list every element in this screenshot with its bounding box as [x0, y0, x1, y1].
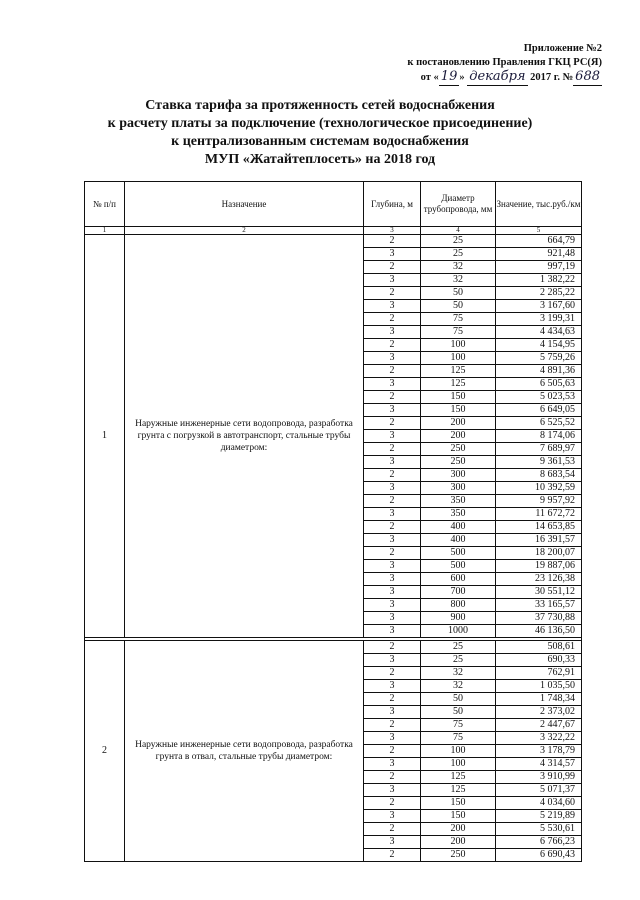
depth-cell: 3 [364, 430, 421, 443]
diameter-cell: 32 [421, 274, 496, 287]
column-number-row [85, 227, 582, 235]
value-cell: 1 748,34 [496, 693, 582, 706]
column-number: 1 [85, 227, 125, 235]
value-cell: 664,79 [496, 235, 582, 248]
value-cell: 4 034,60 [496, 797, 582, 810]
depth-cell: 2 [364, 391, 421, 404]
depth-cell: 2 [364, 417, 421, 430]
depth-cell: 3 [364, 625, 421, 638]
diameter-cell: 900 [421, 612, 496, 625]
value-cell: 3 910,99 [496, 771, 582, 784]
tariff-table [84, 181, 582, 862]
depth-cell: 3 [364, 599, 421, 612]
diameter-cell: 500 [421, 560, 496, 573]
header-num: № п/п [85, 182, 125, 227]
diameter-cell: 150 [421, 810, 496, 823]
diameter-cell: 500 [421, 547, 496, 560]
header-purpose: Назначение [125, 182, 364, 227]
diameter-cell: 50 [421, 693, 496, 706]
value-cell: 3 322,22 [496, 732, 582, 745]
diameter-cell: 150 [421, 797, 496, 810]
depth-cell: 3 [364, 784, 421, 797]
value-cell: 4 154,95 [496, 339, 582, 352]
appendix-title: Приложение №2 [523, 43, 602, 54]
depth-cell: 3 [364, 300, 421, 313]
value-cell: 6 766,23 [496, 836, 582, 849]
header-row [85, 182, 582, 227]
value-cell: 6 649,05 [496, 404, 582, 417]
depth-cell: 2 [364, 521, 421, 534]
diameter-cell: 150 [421, 404, 496, 417]
value-cell: 6 505,63 [496, 378, 582, 391]
title-line-2: к расчету платы за подключение (технологическое присоединение) [107, 116, 533, 131]
depth-cell: 3 [364, 508, 421, 521]
title-line-4: МУП «Жатайтеплосеть» на 2018 год [204, 152, 436, 167]
depth-cell: 2 [364, 771, 421, 784]
diameter-cell: 25 [421, 641, 496, 654]
depth-cell: 3 [364, 612, 421, 625]
value-cell: 8 683,54 [496, 469, 582, 482]
diameter-cell: 250 [421, 456, 496, 469]
value-cell: 8 174,06 [496, 430, 582, 443]
diameter-cell: 250 [421, 849, 496, 862]
depth-cell: 2 [364, 641, 421, 654]
value-cell: 5 071,37 [496, 784, 582, 797]
value-cell: 18 200,07 [496, 547, 582, 560]
diameter-cell: 125 [421, 365, 496, 378]
diameter-cell: 25 [421, 235, 496, 248]
value-cell: 16 391,57 [496, 534, 582, 547]
depth-cell: 2 [364, 235, 421, 248]
value-cell: 9 361,53 [496, 456, 582, 469]
value-cell: 2 285,22 [496, 287, 582, 300]
depth-cell: 3 [364, 274, 421, 287]
value-cell: 2 373,02 [496, 706, 582, 719]
value-cell: 5 759,26 [496, 352, 582, 365]
depth-cell: 3 [364, 654, 421, 667]
depth-cell: 2 [364, 547, 421, 560]
value-cell: 46 136,50 [496, 625, 582, 638]
value-cell: 997,19 [496, 261, 582, 274]
diameter-cell: 200 [421, 836, 496, 849]
date-year: 2017 г. № [530, 72, 574, 83]
table-group-1 [85, 235, 582, 638]
value-cell: 4 434,63 [496, 326, 582, 339]
column-number: 5 [496, 227, 582, 235]
title-line-1: Ставка тарифа за протяженность сетей водоснабжения [145, 98, 495, 113]
diameter-cell: 50 [421, 287, 496, 300]
value-cell: 4 314,57 [496, 758, 582, 771]
depth-cell: 2 [364, 339, 421, 352]
document-title [0, 97, 640, 169]
depth-cell: 3 [364, 706, 421, 719]
depth-cell: 3 [364, 404, 421, 417]
diameter-cell: 75 [421, 326, 496, 339]
diameter-cell: 350 [421, 495, 496, 508]
diameter-cell: 125 [421, 784, 496, 797]
value-cell: 6 690,43 [496, 849, 582, 862]
date-mid: » [459, 72, 465, 83]
diameter-cell: 50 [421, 300, 496, 313]
header-depth: Глубина, м [364, 182, 421, 227]
value-cell: 19 887,06 [496, 560, 582, 573]
value-cell: 37 730,88 [496, 612, 582, 625]
depth-cell: 2 [364, 469, 421, 482]
diameter-cell: 300 [421, 482, 496, 495]
diameter-cell: 50 [421, 706, 496, 719]
depth-cell: 2 [364, 495, 421, 508]
depth-cell: 3 [364, 758, 421, 771]
diameter-cell: 100 [421, 745, 496, 758]
depth-cell: 2 [364, 313, 421, 326]
value-cell: 7 689,97 [496, 443, 582, 456]
depth-cell: 2 [364, 365, 421, 378]
depth-cell: 3 [364, 573, 421, 586]
diameter-cell: 200 [421, 823, 496, 836]
value-cell: 11 672,72 [496, 508, 582, 521]
diameter-cell: 75 [421, 732, 496, 745]
depth-cell: 2 [364, 287, 421, 300]
value-cell: 33 165,57 [496, 599, 582, 612]
depth-cell: 3 [364, 732, 421, 745]
diameter-cell: 25 [421, 654, 496, 667]
value-cell: 1 382,22 [496, 274, 582, 287]
depth-cell: 3 [364, 680, 421, 693]
diameter-cell: 250 [421, 443, 496, 456]
diameter-cell: 75 [421, 313, 496, 326]
diameter-cell: 800 [421, 599, 496, 612]
table-row [85, 641, 582, 654]
depth-cell: 2 [364, 261, 421, 274]
date-day: 19 [440, 69, 458, 84]
value-cell: 14 653,85 [496, 521, 582, 534]
diameter-cell: 200 [421, 430, 496, 443]
depth-cell: 2 [364, 719, 421, 732]
diameter-cell: 125 [421, 771, 496, 784]
depth-cell: 3 [364, 326, 421, 339]
diameter-cell: 100 [421, 352, 496, 365]
value-cell: 508,61 [496, 641, 582, 654]
header-diameter: Диаметр трубопровода, мм [421, 182, 496, 227]
column-number: 3 [364, 227, 421, 235]
diameter-cell: 32 [421, 667, 496, 680]
value-cell: 6 525,52 [496, 417, 582, 430]
value-cell: 10 392,59 [496, 482, 582, 495]
depth-cell: 3 [364, 248, 421, 261]
value-cell: 5 023,53 [496, 391, 582, 404]
column-number: 4 [421, 227, 496, 235]
appendix-reference: к постановлению Правления ГКЦ РС(Я) [407, 57, 602, 68]
value-cell: 690,33 [496, 654, 582, 667]
table-row [85, 235, 582, 248]
depth-cell: 2 [364, 443, 421, 456]
diameter-cell: 350 [421, 508, 496, 521]
depth-cell: 3 [364, 836, 421, 849]
value-cell: 30 551,12 [496, 586, 582, 599]
diameter-cell: 700 [421, 586, 496, 599]
diameter-cell: 400 [421, 521, 496, 534]
value-cell: 3 167,60 [496, 300, 582, 313]
depth-cell: 3 [364, 534, 421, 547]
diameter-cell: 100 [421, 758, 496, 771]
depth-cell: 3 [364, 378, 421, 391]
diameter-cell: 32 [421, 680, 496, 693]
depth-cell: 2 [364, 823, 421, 836]
diameter-cell: 300 [421, 469, 496, 482]
header-value: Значение, тыс.руб./км [496, 182, 582, 227]
depth-cell: 3 [364, 560, 421, 573]
diameter-cell: 32 [421, 261, 496, 274]
value-cell: 9 957,92 [496, 495, 582, 508]
value-cell: 4 891,36 [496, 365, 582, 378]
appendix-date-line [342, 70, 602, 86]
row-index: 2 [85, 641, 125, 862]
diameter-cell: 100 [421, 339, 496, 352]
diameter-cell: 75 [421, 719, 496, 732]
value-cell: 2 447,67 [496, 719, 582, 732]
depth-cell: 2 [364, 745, 421, 758]
diameter-cell: 150 [421, 391, 496, 404]
depth-cell: 2 [364, 693, 421, 706]
diameter-cell: 400 [421, 534, 496, 547]
diameter-cell: 1000 [421, 625, 496, 638]
value-cell: 762,91 [496, 667, 582, 680]
depth-cell: 2 [364, 849, 421, 862]
row-index: 1 [85, 235, 125, 638]
value-cell: 1 035,50 [496, 680, 582, 693]
depth-cell: 2 [364, 667, 421, 680]
appendix-header [342, 42, 602, 86]
value-cell: 5 219,89 [496, 810, 582, 823]
diameter-cell: 25 [421, 248, 496, 261]
date-prefix: от « [420, 72, 439, 83]
row-purpose: Наружные инженерные сети водопровода, разработка грунта в отвал, стальные трубы диаметром: [125, 641, 364, 862]
table-group-2 [85, 641, 582, 862]
depth-cell: 3 [364, 456, 421, 469]
depth-cell: 3 [364, 352, 421, 365]
diameter-cell: 200 [421, 417, 496, 430]
value-cell: 921,48 [496, 248, 582, 261]
value-cell: 5 530,61 [496, 823, 582, 836]
value-cell: 3 199,31 [496, 313, 582, 326]
depth-cell: 3 [364, 482, 421, 495]
title-line-3: к централизованным системам водоснабжения [171, 134, 469, 149]
value-cell: 3 178,79 [496, 745, 582, 758]
depth-cell: 2 [364, 797, 421, 810]
depth-cell: 3 [364, 810, 421, 823]
value-cell: 23 126,38 [496, 573, 582, 586]
column-number: 2 [125, 227, 364, 235]
diameter-cell: 125 [421, 378, 496, 391]
depth-cell: 3 [364, 586, 421, 599]
date-month: декабря [469, 69, 526, 84]
diameter-cell: 600 [421, 573, 496, 586]
row-purpose: Наружные инженерные сети водопровода, разработка грунта с погрузкой в автотранспорт, стальные трубы диаметром: [125, 235, 364, 638]
document-number: 688 [575, 69, 600, 84]
